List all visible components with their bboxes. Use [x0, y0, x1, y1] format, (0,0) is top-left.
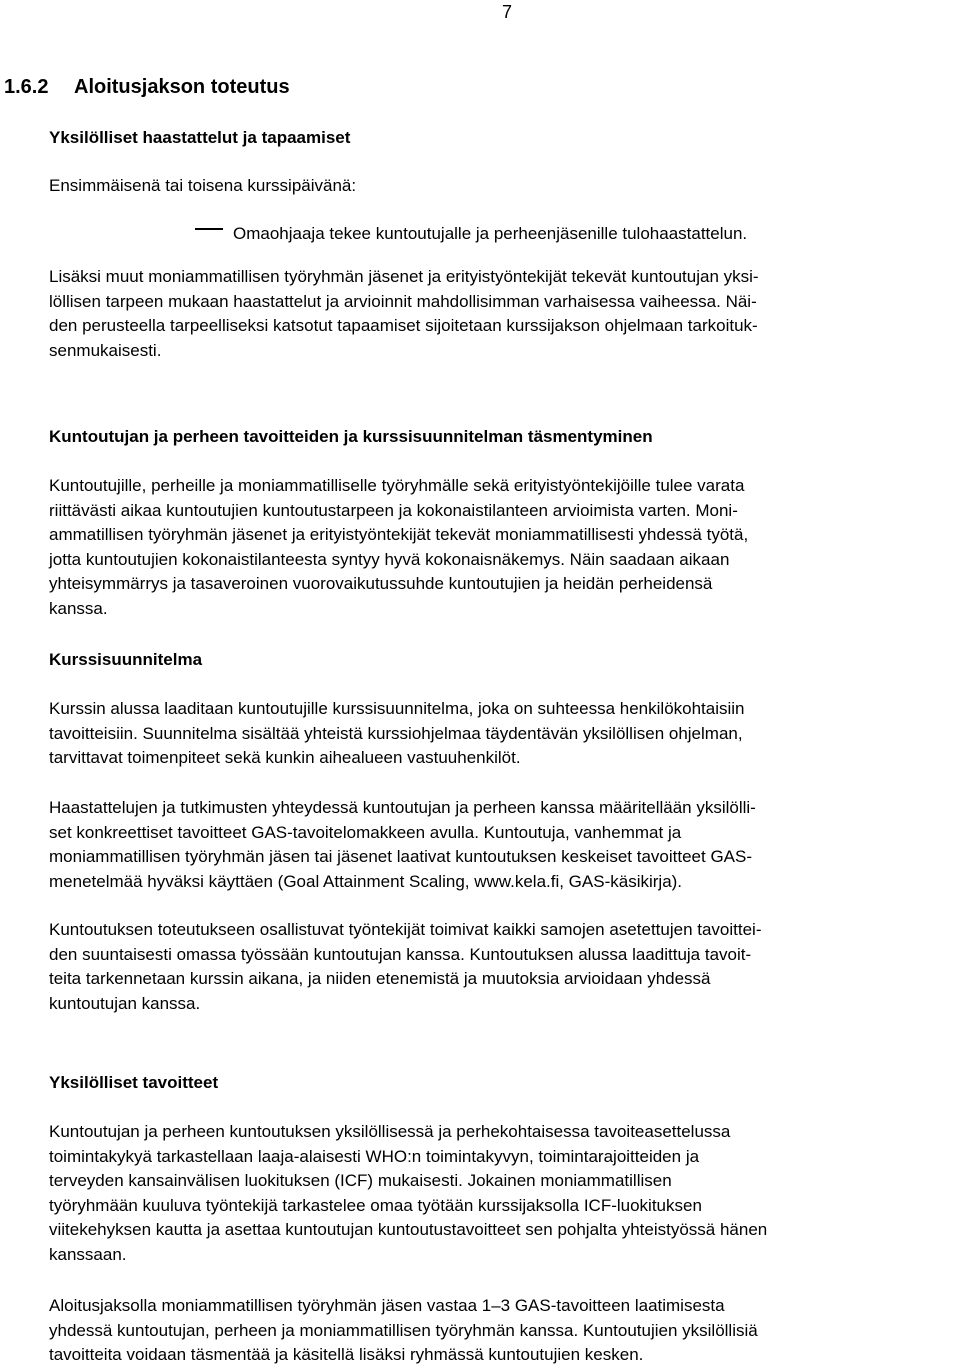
subheading-interviews: Yksilölliset haastattelut ja tapaamiset [49, 128, 351, 147]
paragraph-line: moniammatillisen työryhmän jäsen tai jäsenet laativat kuntoutuksen keskeiset tavoitteet GAS- [49, 847, 753, 867]
paragraph-line: den suuntaisesti omassa työssään kuntoutujan kanssa. Kuntoutuksen alussa laadittuja tavoit- [49, 944, 752, 964]
paragraph-goals-refinement [49, 474, 748, 622]
paragraph-line: Aloitusjaksolla moniammatillisen työryhmän jäsen vastaa 1–3 GAS-tavoitteen laatimisesta [49, 1296, 725, 1315]
paragraph-line: yhteisymmärrys ja tasaveroinen vuorovaikutussuhde kuntoutujien ja heidän perheidensä [49, 574, 713, 594]
paragraph-line: kanssa. [49, 598, 108, 618]
intro-text: Ensimmäisenä tai toisena kurssipäivänä: [49, 176, 357, 195]
paragraph-line: kuntoutujan kanssa. [49, 993, 201, 1013]
paragraph-line: teita tarkennetaan kurssin aikana, ja niiden etenemistä ja muutoksia arvioidaan yhdessä [49, 969, 711, 989]
paragraph-line: ammatillisen työryhmän jäsenet ja erityistyöntekijät tekevät moniammatillisesti yhdessä työtä, [49, 525, 749, 545]
paragraph-interviews [49, 265, 759, 363]
section-number: 1.6.2 [4, 76, 49, 98]
paragraph-line: löllisen tarpeen mukaan haastattelut ja arvioinnit mahdollisimman varhaisessa vaiheessa. Näi- [49, 291, 757, 311]
paragraph-line: tavoitteita voidaan täsmentää ja käsitellä lisäksi ryhmässä kuntoutujien kesken. [49, 1345, 644, 1365]
paragraph-line: Kuntoutuksen toteutukseen osallistuvat työntekijät toimivat kaikki samojen asetettujen tavoittei- [49, 920, 762, 939]
paragraph-individual-goals-1 [49, 1120, 767, 1268]
paragraph-line: menetelmää hyväksi käyttäen (Goal Attainment Scaling, www.kela.fi, GAS-käsikirja). [49, 871, 683, 891]
subheading-individual-goals: Yksilölliset tavoitteet [49, 1073, 219, 1092]
paragraph-line: yhdessä kuntoutujan, perheen ja moniammatillisen työryhmän kanssa. Kuntoutujien yksilöllisiä [49, 1320, 758, 1340]
paragraph-line: Lisäksi muut moniammatillisen työryhmän jäsenet ja erityistyöntekijät tekevät kuntoutujan yksi- [49, 267, 759, 286]
paragraph-line: työryhmään kuuluva työntekijä tarkastelee omaa työtään kurssijaksolla ICF-luokituksen [49, 1195, 702, 1215]
paragraph-line: tavoitteisiin. Suunnitelma sisältää yhteistä kurssiohjelmaa täydentävän yksilöllisen ohjelman, [49, 723, 743, 743]
paragraph-course-plan-2 [49, 796, 756, 894]
page-number: 7 [502, 2, 513, 22]
paragraph-line: toimintakykyä tarkastellaan laaja-alaisesti WHO:n toimintakyvyn, toimintarajoitteiden ja [49, 1146, 700, 1166]
paragraph-line: terveyden kansainvälisen luokituksen (ICF) mukaisesti. Jokainen moniammatillisen [49, 1171, 672, 1191]
bullet-item: Omaohjaaja tekee kuntoutujalle ja perheenjäsenille tulohaastattelun. [233, 224, 748, 243]
section-heading [4, 74, 290, 100]
paragraph-line: set konkreettiset tavoitteet GAS-tavoitelomakkeen avulla. Kuntoutuja, vanhemmat ja [49, 822, 682, 842]
subheading-goals-refinement: Kuntoutujan ja perheen tavoitteiden ja kurssisuunnitelman täsmentyminen [49, 427, 653, 446]
subheading-course-plan: Kurssisuunnitelma [49, 650, 203, 669]
paragraph-line: Kuntoutujan ja perheen kuntoutuksen yksilöllisessä ja perhekohtaisessa tavoiteasettelussa [49, 1122, 731, 1141]
section-title: Aloitusjakson toteutus [74, 76, 290, 98]
paragraph-line: kanssaan. [49, 1244, 127, 1264]
paragraph-line: Haastattelujen ja tutkimusten yhteydessä kuntoutujan ja perheen kanssa määritellään yksilölli- [49, 798, 756, 817]
paragraph-course-plan-3 [49, 918, 762, 1016]
paragraph-line: Kurssin alussa laaditaan kuntoutujille kurssisuunnitelma, joka on suhteessa henkilökohtaisiin [49, 699, 745, 718]
bullet-dash [195, 228, 223, 230]
paragraph-line: senmukaisesti. [49, 340, 162, 360]
paragraph-individual-goals-2 [49, 1294, 758, 1368]
paragraph-course-plan-1 [49, 697, 745, 771]
paragraph-line: riittävästi aikaa kuntoutujien kuntoutustarpeen ja kokonaistilanteen arvioimista varten. Moni- [49, 500, 738, 520]
paragraph-line: viitekehyksen kautta ja asettaa kuntoutujan kuntoutustavoitteet sen pohjalta yhteistyössä hänen [49, 1220, 768, 1240]
paragraph-line: jotta kuntoutujien kokonaistilanteesta syntyy hyvä kokonaisnäkemys. Näin saadaan aikaan [49, 549, 730, 569]
paragraph-line: tarvittavat toimenpiteet sekä kunkin aihealueen vastuuhenkilöt. [49, 748, 521, 768]
paragraph-line: Kuntoutujille, perheille ja moniammatilliselle työryhmälle sekä erityistyöntekijöille tulee varata [49, 476, 745, 495]
paragraph-line: den perusteella tarpeelliseksi katsotut tapaamiset sijoitetaan kurssijakson ohjelmaan tarkoituk- [49, 316, 758, 336]
